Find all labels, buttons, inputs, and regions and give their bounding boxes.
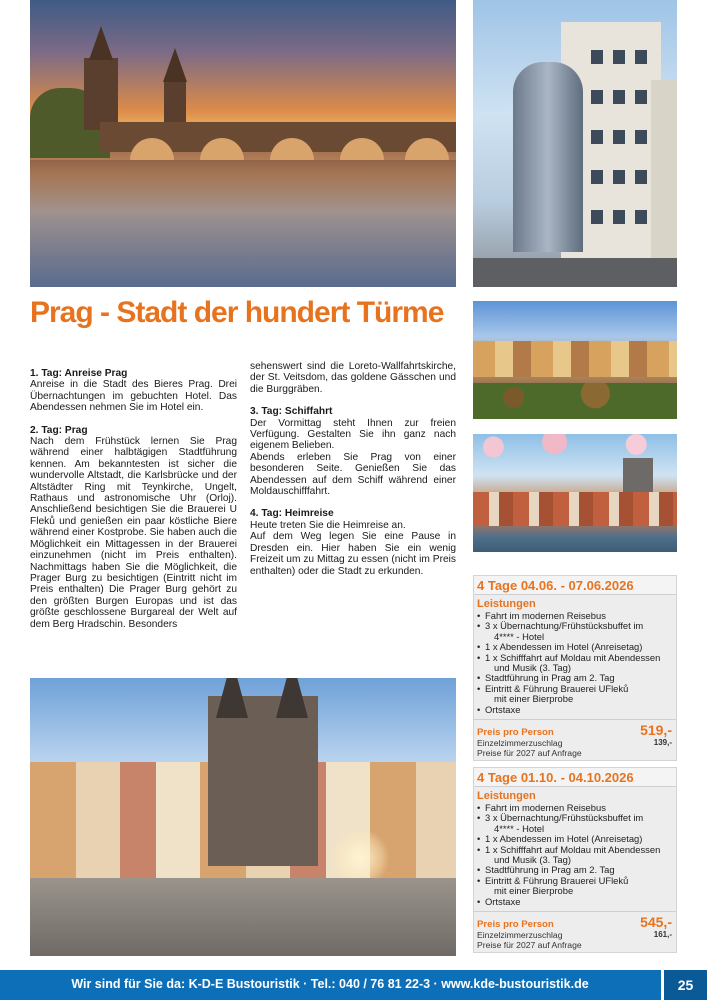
photo-window bbox=[613, 210, 625, 224]
list-item-text: 3 x Übernachtung/Frühstücksbuffet im bbox=[485, 812, 644, 824]
photo-window bbox=[613, 50, 625, 64]
photo-window bbox=[591, 210, 603, 224]
day3-text-evening: Abends erleben Sie Prag von einer besonderen Seite. Genießen Sie das Abendessen auf dem Schiff während einer Moldauschifffahrt. bbox=[250, 451, 456, 498]
photo-church-spire-right bbox=[276, 678, 308, 718]
offer-leistungen-heading: Leistungen bbox=[477, 790, 536, 802]
itinerary-column-left bbox=[30, 368, 237, 630]
photo-street bbox=[473, 258, 677, 287]
list-item-text: Ortstaxe bbox=[485, 703, 521, 715]
list-item-text: 1 x Abendessen im Hotel (Anreisetag) bbox=[485, 833, 643, 845]
offer-price-row bbox=[474, 720, 676, 738]
photo-garden bbox=[473, 383, 677, 419]
photo-church-spire bbox=[163, 48, 187, 82]
offer-price-value: 545,- bbox=[640, 914, 672, 931]
list-item-text: Stadtführung in Prag am 2. Tag bbox=[485, 864, 615, 876]
photo-river-reflection bbox=[30, 160, 456, 287]
photo-window bbox=[613, 90, 625, 104]
photo-window bbox=[613, 130, 625, 144]
list-item-text: 1 x Abendessen im Hotel (Anreisetag) bbox=[485, 641, 643, 653]
offer-leistungen-list bbox=[474, 610, 676, 715]
photo-tyn-church bbox=[208, 696, 318, 866]
photo-dancing-house bbox=[473, 0, 677, 287]
list-item bbox=[477, 845, 673, 866]
photo-blossoms bbox=[473, 434, 677, 460]
list-item-text: 3 x Übernachtung/Frühstücksbuffet im bbox=[485, 620, 644, 632]
day2-heading: 2. Tag: Prag bbox=[30, 424, 88, 436]
list-item-text: Stadtführung in Prag am 2. Tag bbox=[485, 672, 615, 684]
day3-block bbox=[250, 406, 456, 497]
photo-window bbox=[635, 130, 647, 144]
day2-text: Nach dem Frühstück lernen Sie Prag während einer halbtägigen Stadtführung kennen. Am bekanntesten ist sicher die wundervolle Altstadt, die Karlsbrücke und der Altstädter Ring mit Teynkirche, Ungelt, Rathaus und astronomische Uhr (Orloj). Anschließend besichtigen Sie die Brauerei U Fleků und genießen ein paar köstliche Biere während einer Kostprobe. Sie haben auch die Möglichkeit ein Mittagessen in der Brauerei einzunehmen (nicht im Preis enthalten). Nachmittags haben Sie die Möglichkeit, die Prager Burg zu besichtigen (Eintritt nicht im Preis enthalten) Die Prager Burg gehört zu den größten Burgen Europas und ist das größte geschlossene Burgareal der Welt auf dem Berg Hradschin. Besonders bbox=[30, 436, 237, 630]
day3-heading: 3. Tag: Schiffahrt bbox=[250, 406, 333, 418]
list-item-text: 1 x Schifffahrt auf Moldau mit Abendessen bbox=[485, 843, 661, 855]
day4-heading: 4. Tag: Heimreise bbox=[250, 508, 334, 520]
offer-title: 4 Tage 04.06. - 07.06.2026 bbox=[474, 576, 676, 595]
list-item-subtext: 4**** - Hotel bbox=[494, 630, 545, 642]
offer-leistungen-heading: Leistungen bbox=[477, 598, 536, 610]
offer-supplement-row bbox=[474, 738, 676, 748]
list-item-text: Eintritt & Führung Brauerei UFleků bbox=[485, 682, 629, 694]
offer-box bbox=[473, 575, 677, 761]
offer-leistungen-list bbox=[474, 802, 676, 907]
page-number: 25 bbox=[661, 970, 707, 1000]
photo-wenceslas-square bbox=[473, 301, 677, 419]
day1-block bbox=[30, 368, 237, 414]
day1-heading: 1. Tag: Anreise Prag bbox=[30, 368, 128, 379]
photo-prague-castle bbox=[473, 434, 677, 552]
list-item bbox=[477, 684, 673, 705]
photo-window bbox=[591, 170, 603, 184]
itinerary-column-right bbox=[250, 361, 456, 577]
offer-supplement-value: 139,- bbox=[653, 738, 672, 748]
offer-supplement-label: Einzelzimmerzuschlag bbox=[477, 930, 563, 941]
day1-text: Anreise in die Stadt des Bieres Prag. Drei Übernachtungen im gebuchten Hotel. Das Abendessen nehmen Sie im Hotel ein. bbox=[30, 379, 237, 414]
list-item-text: Fahrt im modernen Reisebus bbox=[485, 802, 606, 813]
list-item-text: 1 x Schifffahrt auf Moldau mit Abendessen bbox=[485, 651, 661, 663]
list-item-subtext: und Musik (3. Tag) bbox=[494, 854, 571, 866]
photo-window bbox=[591, 50, 603, 64]
offer-supplement-label: Einzelzimmerzuschlag bbox=[477, 738, 563, 749]
day2-continued: sehenswert sind die Loreto-Wallfahrtskirche, der St. Veitsdom, das goldene Gässchen und die Burggräben. bbox=[250, 361, 456, 395]
list-item-text: Ortstaxe bbox=[485, 895, 521, 907]
photo-tower-spire bbox=[89, 26, 113, 60]
day4-block bbox=[250, 508, 456, 576]
list-item bbox=[477, 897, 673, 907]
list-item bbox=[477, 813, 673, 834]
day4-text-departure: Heute treten Sie die Heimreise an. bbox=[250, 519, 406, 531]
photo-window bbox=[613, 170, 625, 184]
list-item-subtext: mit einer Bierprobe bbox=[494, 693, 574, 705]
list-item bbox=[477, 653, 673, 674]
list-item-text: Fahrt im modernen Reisebus bbox=[485, 610, 606, 621]
day4-text-dresden: Auf dem Weg legen Sie eine Pause in Dresden ein. Hier haben Sie ein wenig Freizeit um zu Mittag zu essen (nicht im Preis enthalten) oder die Stadt zu erkunden. bbox=[250, 531, 456, 577]
list-item-subtext: 4**** - Hotel bbox=[494, 822, 545, 834]
offer-price-row bbox=[474, 912, 676, 930]
photo-window bbox=[635, 50, 647, 64]
list-item bbox=[477, 876, 673, 897]
page-title: Prag - Stadt der hundert Türme bbox=[30, 296, 444, 329]
offer-box bbox=[473, 767, 677, 953]
photo-church-spire-left bbox=[216, 678, 248, 718]
photo-old-town-square bbox=[30, 678, 456, 956]
photo-window bbox=[635, 210, 647, 224]
photo-glass-tower bbox=[513, 62, 583, 252]
photo-window bbox=[591, 130, 603, 144]
photo-bridge-tower bbox=[84, 58, 118, 130]
list-item bbox=[477, 621, 673, 642]
photo-facades bbox=[473, 341, 677, 377]
photo-side-building bbox=[651, 80, 677, 260]
offer-price-label: Preis pro Person bbox=[477, 919, 554, 931]
list-item-subtext: und Musik (3. Tag) bbox=[494, 662, 571, 674]
footer-contact-text: Wir sind für Sie da: K-D-E Bustouristik · Tel.: 040 / 76 81 22-3 · www.kde-bustouristik.de bbox=[71, 977, 589, 991]
day3-text-morning: Der Vormittag steht Ihnen zur freien Verfügung. Gestalten Sie ihn ganz nach eigenem Belieben. bbox=[250, 417, 456, 452]
list-item-text: Eintritt & Führung Brauerei UFleků bbox=[485, 874, 629, 886]
offer-note: Preise für 2027 auf Anfrage bbox=[477, 940, 582, 951]
offer-title: 4 Tage 01.10. - 04.10.2026 bbox=[474, 768, 676, 787]
offer-note: Preise für 2027 auf Anfrage bbox=[477, 748, 582, 759]
footer-bar bbox=[0, 970, 707, 1000]
list-item bbox=[477, 705, 673, 715]
photo-roofs bbox=[473, 492, 677, 526]
offer-supplement-value: 161,- bbox=[653, 930, 672, 940]
photo-plaza bbox=[30, 878, 456, 956]
list-item-subtext: mit einer Bierprobe bbox=[494, 885, 574, 897]
offer-price-value: 519,- bbox=[640, 722, 672, 739]
photo-window bbox=[635, 90, 647, 104]
offer-supplement-row bbox=[474, 930, 676, 940]
photo-window bbox=[591, 90, 603, 104]
photo-charles-bridge bbox=[30, 0, 456, 287]
photo-window bbox=[635, 170, 647, 184]
day2-block bbox=[30, 425, 237, 630]
offer-price-label: Preis pro Person bbox=[477, 727, 554, 739]
